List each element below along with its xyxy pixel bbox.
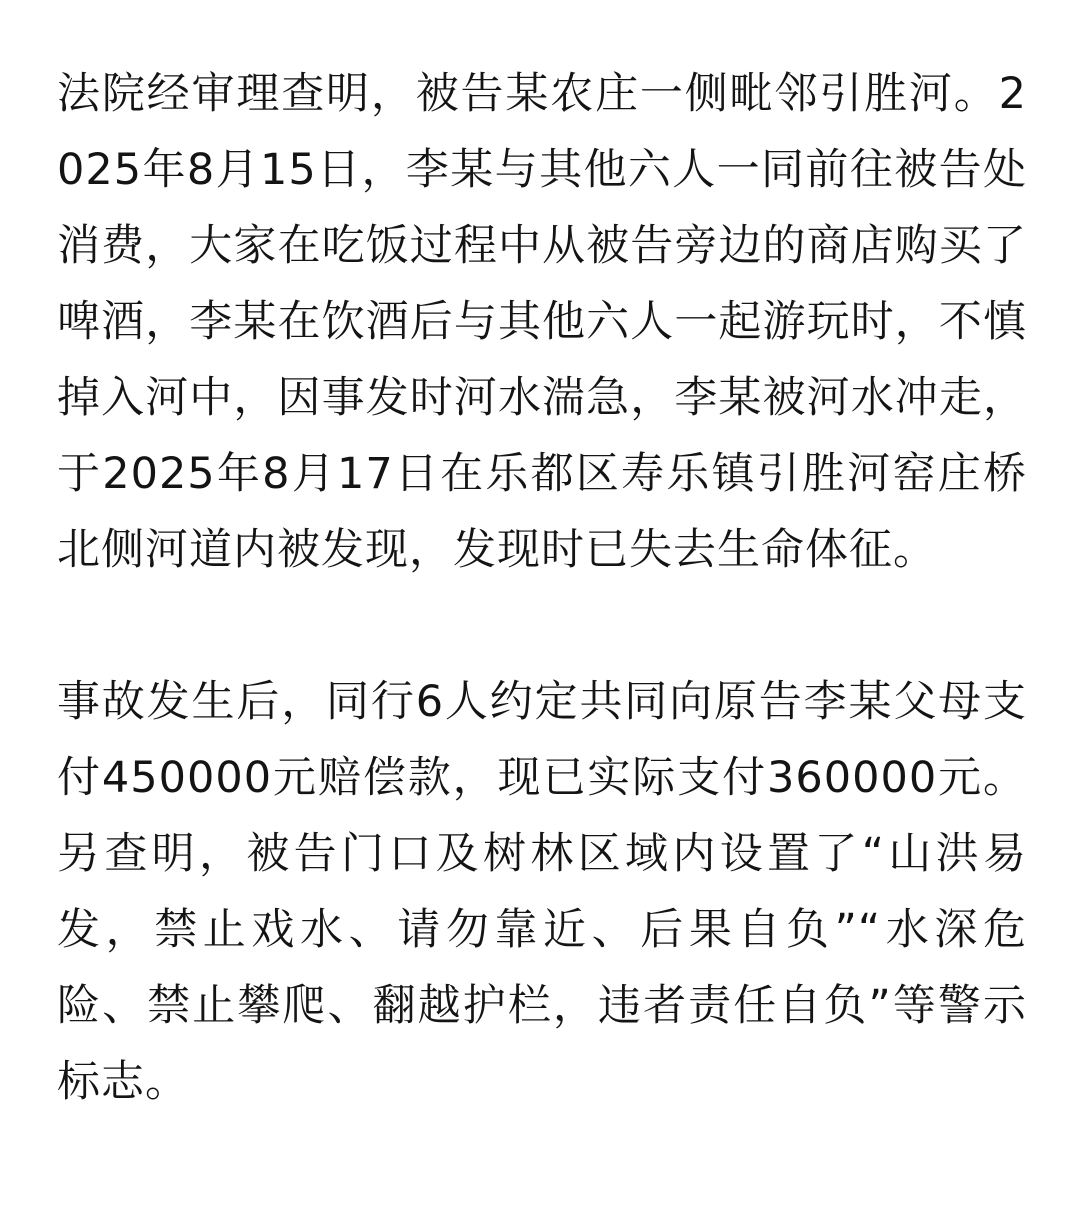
paragraph-compensation-and-signs: 事故发生后，同行6人约定共同向原告李某父母支付450000元赔偿款，现已实际支付360000元。另查明，被告门口及树林区域内设置了“山洪易发，禁止戏水、请勿靠近、后果自负”“水深危险、禁止攀爬、翻越护栏，违者责任自负”等警示标志。: [57, 677, 1027, 1107]
article-body: [57, 56, 1027, 1120]
paragraph-court-findings: 法院经审理查明，被告某农庄一侧毗邻引胜河。2025年8月15日，李某与其他六人一同前往被告处消费，大家在吃饭过程中从被告旁边的商店购买了啤酒，李某在饮酒后与其他六人一起游玩时，不慎掉入河中，因事发时河水湍急，李某被河水冲走，于2025年8月17日在乐都区寿乐镇引胜河窑庄桥北侧河道内被发现，发现时已失去生命体征。: [57, 69, 1027, 575]
